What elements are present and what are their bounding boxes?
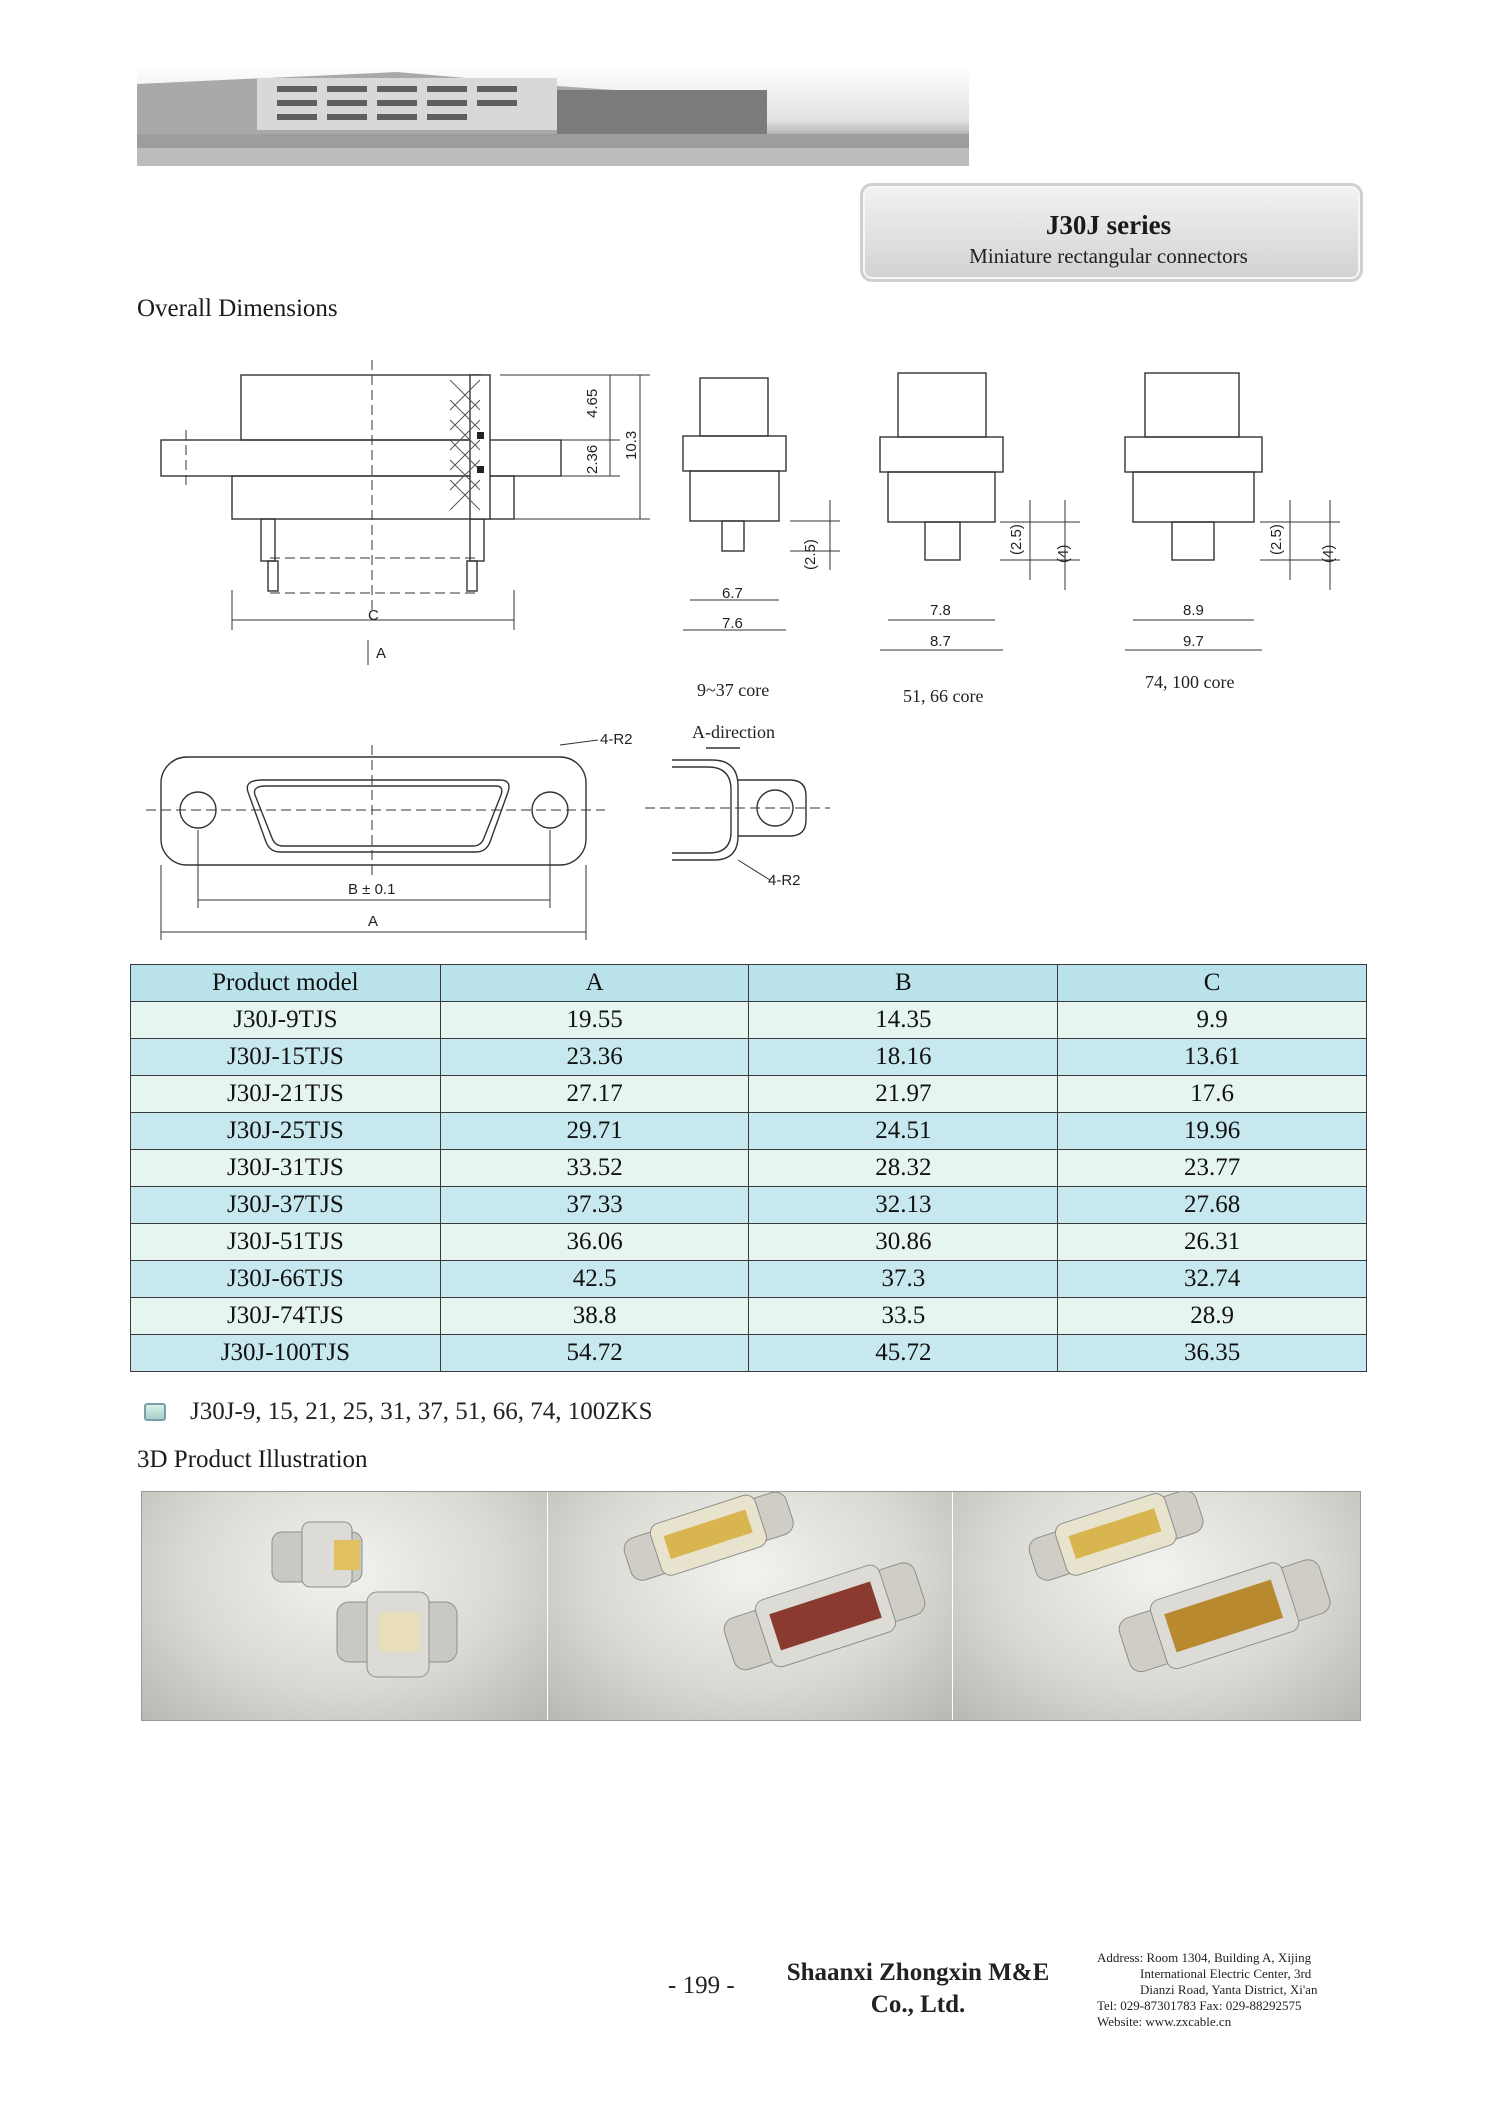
page-number: - 199 -	[668, 1972, 735, 1999]
illustration-heading: 3D Product Illustration	[137, 1446, 368, 1473]
cell-b: 37.3	[749, 1261, 1058, 1298]
dim-4-r2-bottom: 4-R2	[768, 872, 801, 889]
cell-b: 21.97	[749, 1076, 1058, 1113]
cell-model: J30J-15TJS	[131, 1039, 441, 1076]
cell-c: 27.68	[1058, 1187, 1367, 1224]
caption-9-37-core: 9~37 core	[697, 680, 770, 700]
cell-b: 24.51	[749, 1113, 1058, 1150]
dim-a-marker: A	[376, 645, 387, 662]
company-line-2: Co., Ltd.	[870, 1991, 966, 2018]
main-flange	[161, 440, 561, 476]
dim-8-7: 8.7	[930, 633, 951, 650]
dim-6-7: 6.7	[722, 585, 743, 602]
table-row	[131, 1002, 1367, 1039]
cell-b: 45.72	[749, 1335, 1058, 1372]
dim-b-tolerance: B ± 0.1	[348, 881, 396, 898]
cell-a: 42.5	[440, 1261, 749, 1298]
table-row	[131, 1261, 1367, 1298]
a-direction-detail	[672, 760, 806, 860]
cell-c: 17.6	[1058, 1076, 1367, 1113]
dim-4-b: (4)	[1055, 544, 1072, 563]
cell-model: J30J-51TJS	[131, 1224, 441, 1261]
cell-c: 32.74	[1058, 1261, 1367, 1298]
cell-b: 33.5	[749, 1298, 1058, 1335]
website: Website: www.zxcable.cn	[1097, 2014, 1232, 2029]
cell-a: 33.52	[440, 1150, 749, 1187]
dim-2-5-a: (2.5)	[802, 539, 819, 570]
dim-8-9: 8.9	[1183, 602, 1204, 619]
table-row	[131, 1187, 1367, 1224]
company-line-1: Shaanxi Zhongxin M&E	[786, 1959, 1050, 1986]
cell-c: 9.9	[1058, 1002, 1367, 1039]
bullet-icon	[144, 1403, 166, 1421]
dim-c: C	[368, 607, 379, 624]
view-9-37-core	[683, 378, 786, 551]
view-51-66-core	[880, 373, 1003, 560]
view-74-100-core	[1125, 373, 1262, 560]
series-subtitle: Miniature rectangular connectors	[969, 244, 1248, 268]
dim-2-36: 2.36	[584, 444, 601, 474]
cell-c: 26.31	[1058, 1224, 1367, 1261]
table-header-row	[131, 965, 1367, 1002]
cell-c: 23.77	[1058, 1150, 1367, 1187]
product-photo-2	[548, 1492, 952, 1720]
cell-a: 27.17	[440, 1076, 749, 1113]
cell-model: J30J-25TJS	[131, 1113, 441, 1150]
cell-a: 19.55	[440, 1002, 749, 1039]
dim-4-65: 4.65	[584, 388, 601, 418]
dimension-drawings	[0, 0, 1495, 960]
address-line-2: International Electric Center, 3rd	[1140, 1966, 1312, 1981]
table-row	[131, 1113, 1367, 1150]
a-direction-label: A-direction	[692, 722, 775, 742]
address-line-3: Dianzi Road, Yanta District, Xi'an	[1140, 1982, 1318, 1997]
series-title: J30J series	[1045, 210, 1172, 240]
cell-b: 14.35	[749, 1002, 1058, 1039]
company-name	[768, 1957, 1068, 2021]
table-row	[131, 1076, 1367, 1113]
dim-4-r2-top: 4-R2	[600, 731, 633, 748]
table-row	[131, 1298, 1367, 1335]
cell-a: 54.72	[440, 1335, 749, 1372]
caption-74-100-core: 74, 100 core	[1145, 672, 1235, 692]
cell-c: 13.61	[1058, 1039, 1367, 1076]
dim-7-6: 7.6	[722, 615, 743, 632]
dim-2-5-c: (2.5)	[1268, 524, 1285, 555]
dim-2-5-b: (2.5)	[1008, 524, 1025, 555]
table-row	[131, 1150, 1367, 1187]
cell-model: J30J-100TJS	[131, 1335, 441, 1372]
cell-b: 30.86	[749, 1224, 1058, 1261]
cell-a: 38.8	[440, 1298, 749, 1335]
address-line-1: Address: Room 1304, Building A, Xijing	[1097, 1950, 1312, 1965]
table-row	[131, 1224, 1367, 1261]
cell-model: J30J-74TJS	[131, 1298, 441, 1335]
cell-model: J30J-66TJS	[131, 1261, 441, 1298]
dim-4-c: (4)	[1320, 544, 1337, 563]
front-view	[161, 757, 586, 865]
cell-model: J30J-37TJS	[131, 1187, 441, 1224]
dim-a-bottom: A	[368, 913, 379, 930]
main-body-top	[241, 375, 481, 440]
cell-a: 23.36	[440, 1039, 749, 1076]
cell-c: 28.9	[1058, 1298, 1367, 1335]
caption-51-66-core: 51, 66 core	[903, 686, 984, 706]
cell-model: J30J-31TJS	[131, 1150, 441, 1187]
dim-10-3: 10.3	[623, 430, 640, 460]
product-photos	[141, 1491, 1361, 1721]
cell-model: J30J-9TJS	[131, 1002, 441, 1039]
variants-note: J30J-9, 15, 21, 25, 31, 37, 51, 66, 74, 100ZKS	[190, 1398, 653, 1425]
company-address	[1097, 1950, 1317, 2030]
header-product-model: Product model	[131, 965, 441, 1002]
cell-a: 36.06	[440, 1224, 749, 1261]
cell-a: 37.33	[440, 1187, 749, 1224]
cell-c: 36.35	[1058, 1335, 1367, 1372]
cell-c: 19.96	[1058, 1113, 1367, 1150]
dim-7-8: 7.8	[930, 602, 951, 619]
tel-fax: Tel: 029-87301783 Fax: 029-88292575	[1097, 1998, 1302, 2013]
cell-a: 29.71	[440, 1113, 749, 1150]
cell-b: 32.13	[749, 1187, 1058, 1224]
overall-dimensions-heading: Overall Dimensions	[137, 295, 338, 322]
cell-b: 18.16	[749, 1039, 1058, 1076]
cell-b: 28.32	[749, 1150, 1058, 1187]
header-a: A	[440, 965, 749, 1002]
table-row	[131, 1039, 1367, 1076]
product-photo-3	[953, 1492, 1360, 1720]
header-b: B	[749, 965, 1058, 1002]
cell-model: J30J-21TJS	[131, 1076, 441, 1113]
dimensions-table	[130, 964, 1367, 1372]
dim-9-7: 9.7	[1183, 633, 1204, 650]
product-photo-1	[142, 1492, 547, 1720]
header-c: C	[1058, 965, 1367, 1002]
table-row	[131, 1335, 1367, 1372]
